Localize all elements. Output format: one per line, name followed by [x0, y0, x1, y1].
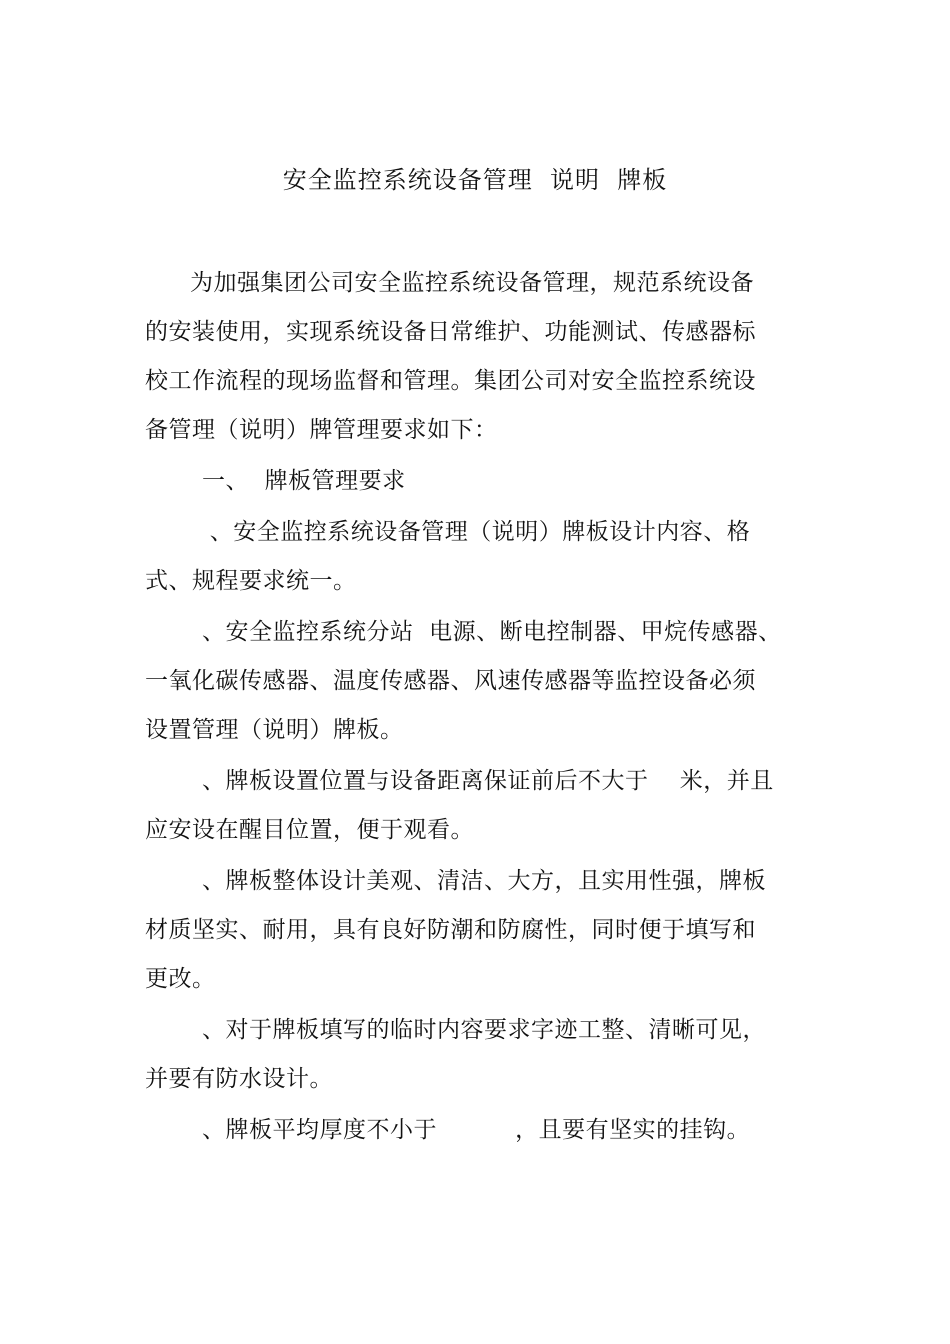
text-line: 、牌板平均厚度不小于 ，且要有坚实的挂钩。 — [202, 1117, 751, 1143]
text-line: 更改。 — [145, 966, 216, 992]
text-line: 、安全监控系统设备管理（说明）牌板设计内容、格 — [202, 519, 751, 545]
text-line: 一氧化碳传感器、温度传感器、风速传感器等监控设备必须 — [145, 668, 756, 694]
text-line: 式、规程要求统一。 — [145, 568, 357, 594]
text-line: 并要有防水设计。 — [145, 1066, 333, 1092]
text-line: 、对于牌板填写的临时内容要求字迹工整、清晰可见， — [202, 1017, 766, 1043]
text-line: 校工作流程的现场监督和管理。集团公司对安全监控系统设 — [145, 368, 756, 394]
text-line: 、牌板设置位置与设备距离保证前后不大于 米，并且 — [202, 768, 774, 794]
text-line: 应安设在醒目位置，便于观看。 — [145, 817, 474, 843]
text-line: 一、 牌板管理要求 — [202, 468, 406, 494]
text-line: 的安装使用，实现系统设备日常维护、功能测试、传感器标 — [145, 319, 756, 345]
text-line: 材质坚实、耐用，具有良好防潮和防腐性，同时便于填写和 — [145, 917, 756, 943]
text-line: 为加强集团公司安全监控系统设备管理，规范系统设备 — [190, 270, 754, 296]
text-line: 、牌板整体设计美观、清洁、大方，且实用性强，牌板 — [202, 868, 766, 894]
text-line: 设置管理（说明）牌板。 — [145, 717, 404, 743]
text-line: 、安全监控系统分站 电源、断电控制器、甲烷传感器、 — [202, 619, 782, 645]
page-title: 安全监控系统设备管理 说明 牌板 — [282, 166, 668, 194]
text-line: 备管理（说明）牌管理要求如下： — [145, 417, 498, 443]
